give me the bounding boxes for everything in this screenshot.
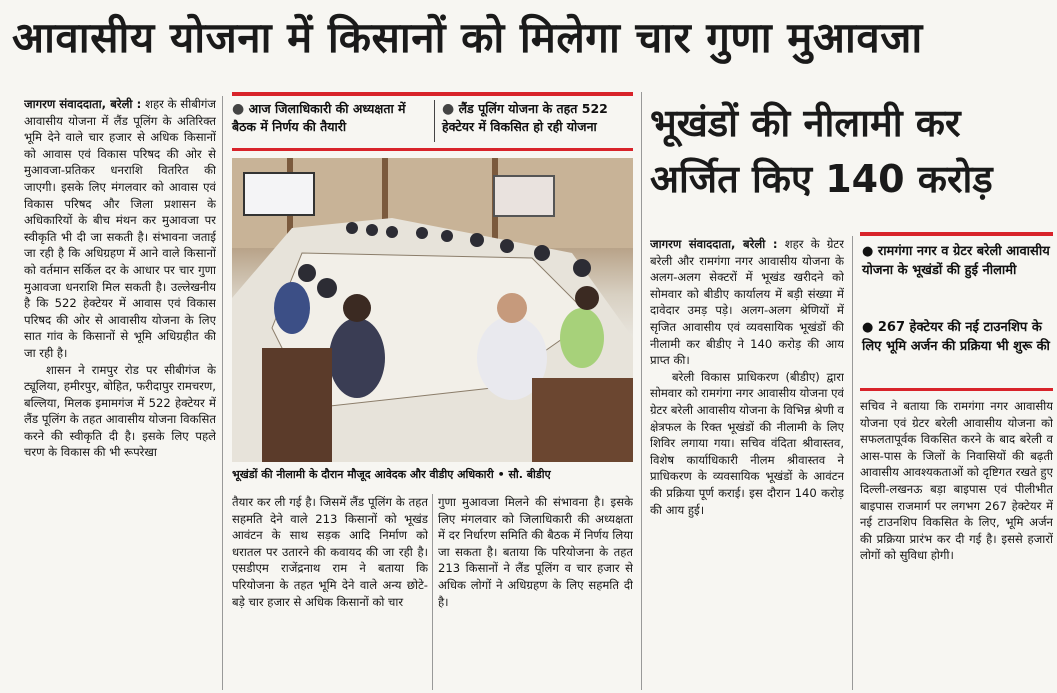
sub-headline: भूखंडों की नीलामी कर अर्जित किए 140 करोड़ <box>650 101 993 201</box>
main-headline: आवासीय योजना में किसानों को मिलेगा चार गुणा मुआवजा <box>12 13 923 62</box>
highlight-item: ● 267 हेक्टेयर की नई टाउनशिप के लिए भूमि अर्जन की प्रक्रिया भी शुरू की <box>862 320 1050 354</box>
highlight-bar <box>232 92 633 96</box>
photo-caption: भूखंडों की नीलामी के दौरान मौजूद आवेदक और वीडीए अधिकारी • सौ. बीडीए <box>232 468 551 481</box>
highlight-item: ● लैंड पूलिंग योजना के तहत 522 हेक्टेयर में विकसित हो रही योजना <box>442 101 608 134</box>
paragraph: गुणा मुआवजा मिलने की संभावना है। इसके लिए मंगलवार को जिलाधिकारी की अध्यक्षता में दर निर्धारण समिति की बैठक में निर्णय लिया जा सकता है। बताया कि परियोजना के तहत 213 किसानों ने लैंड पूलिंग व चार हजार से अधिक लोगों ने अधिग्रहण के लिए सहमति दी है। <box>438 495 633 609</box>
column-divider <box>222 96 223 690</box>
column-divider <box>434 100 435 142</box>
paragraph: बरेली विकास प्राधिकरण (बीडीए) द्वारा सोमवार को रामगंगा नगर आवासीय योजना एवं ग्रेटर बरेली आवासीय योजना के विभिन्न श्रेणी व क्षेत्रफल के रिक्त भूखंडों की नीलामी के लिए शिविर लगाया गया। सचिव वंदिता श्रीवास्तव, विशेष कार्याधिकारी नीलम श्रीवास्तव ने प्राधिकरण के व्यवसायिक भूखंडों के आवंटन की प्रक्रिया पूर्ण कराई। इस दौरान 140 करोड़ की आय हुई। <box>650 369 844 517</box>
highlight-bar <box>232 148 633 151</box>
byline: जागरण संवाददाता, बरेली : <box>24 97 142 111</box>
article-column-4 <box>650 236 844 691</box>
byline: जागरण संवाददाता, बरेली : <box>650 237 778 251</box>
highlight-bar <box>860 232 1053 236</box>
paragraph: सचिव ने बताया कि रामगंगा नगर आवासीय योजना एवं ग्रेटर बरेली आवासीय योजना को सफलतापूर्वक विकसित करने के बाद बरेली व आस-पास के जिलों के निवासियों की बढ़ती आवासीय आवश्यकताओं को दृष्टिगत रखते हुए दिल्ली-लखनऊ बड़ा बाइपास एवं पीलीभीत बाइपास राजमार्ग पर लगभग 267 हेक्टेयर में नई टाउनशिप विकसित के लिए, भूमि अर्जन की प्रक्रिया प्रारंभ कर दी गई है। इससे हजारों लोगों को सुविधा होगी। <box>860 399 1053 563</box>
paragraph: तैयार कर ली गई है। जिसमें लैंड पूलिंग के तहत सहमति देने वाले 213 किसानों को भूखंड आवंटन के साथ सड़क आदि निर्माण को धरातल पर उतारने की कवायद की जा रही है। एसडीएम राजेंद्रनाथ राम ने बताया कि परियोजना के तहत भूमि देने वाले अन्य छोटे-बड़े चार हजार से अधिक किसानों को चार <box>232 495 428 609</box>
article-column-1 <box>24 96 216 691</box>
meeting-photo <box>232 158 633 462</box>
paragraph: शासन ने रामपुर रोड पर सीबीगंज के ट्यूलिया, हमीरपुर, बोहित, फरीदापुर रामचरण, बल्लिया, मिलक इमामगंज में 522 हेक्टेयर में लैंड पूलिंग के तहत आवासीय योजना विकसित करने की स्वीकृति दी है। इसके लिए पहले चरण के विकास की भी रूपरेखा <box>24 362 216 460</box>
article-column-5 <box>860 398 1053 691</box>
column-divider <box>852 236 853 690</box>
meeting-photo-illustration <box>232 158 633 462</box>
article-column-2 <box>232 494 428 691</box>
column-divider <box>641 92 642 690</box>
paragraph: शहर के सीबीगंज आवासीय योजना में लैंड पूलिंग के अतिरिक्त भूमि देने वाले चार हजार से अधिक किसानों को आवास एवं विकास परिषद की ओर से मुआवजा-प्रतिकर धनराशि वितरित की जाएगी। इसके लिए मंगलवार को आवास एवं विकास परिषद और जिला प्रशासन के अधिकारियों के बीच मंथन कर मुआवजा पर स्वीकृति भी दी जा सकती है। संभावना जताई जा रही है कि अधिग्रहण में आने वाले किसानों को वर्तमान सर्किल दर के आधार पर चार गुणा मुआवजा धनराशि मिल सकती है। उल्लेखनीय है कि 522 हेक्टेयर में आवास एवं विकास परिषद की ओर से आवासीय योजना के लिए सात गांव के किसानों से भूमि अधिग्रहीत की जा रही है। <box>24 97 216 360</box>
bullet-icon: ● <box>862 244 874 259</box>
highlight-item: ● आज जिलाधिकारी की अध्यक्षता में बैठक में निर्णय की तैयारी <box>232 101 406 134</box>
highlight-bar <box>860 388 1053 391</box>
bullet-icon: ● <box>862 320 874 335</box>
bullet-icon: ● <box>232 101 245 117</box>
paragraph: शहर के ग्रेटर बरेली और रामगंगा नगर आवासीय योजना के अलग-अलग सेक्टरों में भूखंड खरीदने को सोमवार को बीडीए कार्यालय में बड़ी संख्या में दावेदार उमड़ पड़े। अलग-अलग श्रेणियों में सृजित आवासीय एवं व्यवसायिक भूखंडों की नीलामी कर बीडीए ने 140 करोड़ की आय प्राप्त की। <box>650 237 844 368</box>
article-column-3 <box>438 494 633 691</box>
bullet-icon: ● <box>442 101 455 117</box>
highlight-item: ● रामगंगा नगर व ग्रेटर बरेली आवासीय योजना के भूखंडों की हुई नीलामी <box>862 244 1050 278</box>
column-divider <box>432 494 433 690</box>
